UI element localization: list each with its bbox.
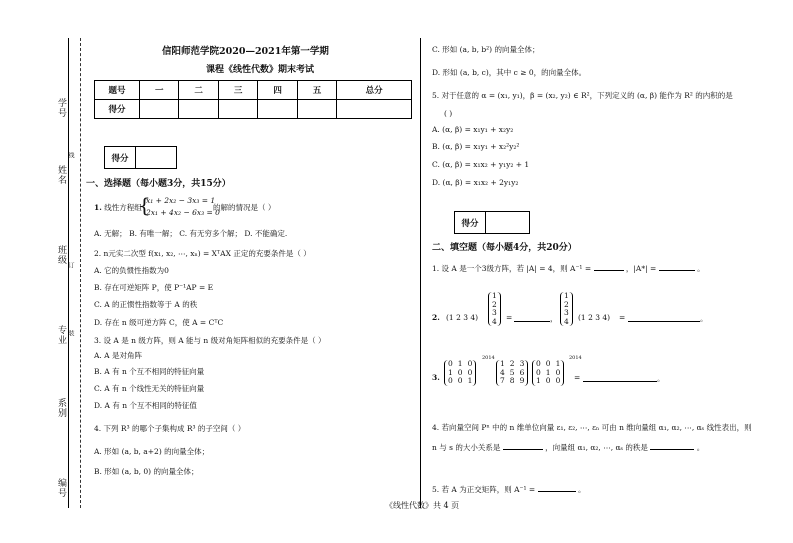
q5-text: 5. 对于任意的 α = (x₁, y₁)，β = (x₂, y₂) ∈ R²，下列定义的 (α, β) 能作为 R² 的内积的是 [432,91,733,100]
matrix-entry: 1 [536,376,541,385]
fill-q1-end: 。 [697,264,705,273]
matrix-entry: 7 [500,376,505,385]
fill-q5-pre: 5. 若 A 为正交矩阵，则 A⁻¹ = [432,485,536,494]
score-cell[interactable] [140,100,179,119]
student-id-label: 学号 [56,98,66,118]
q5-option-c: C. (α, β) = x₁x₂ + y₁y₂ + 1 [432,160,530,169]
matrix-entry: 8 [509,376,515,385]
fill-q2-num: 2. [432,313,440,322]
fill-q4-end: 。 [696,443,705,452]
matrix-entry: 0 [545,359,551,368]
fill-q2-rowvec2: (1 2 3 4) [578,313,611,322]
fill-q3-matrix3 [532,360,564,386]
score-table-score-row [95,100,412,119]
matrix-entry: 0 [467,359,473,368]
q1-num: 1. [94,203,102,212]
matrix-entry: 0 [448,376,453,385]
fill-q2-colvec [488,292,501,326]
binding-mark-zhuang: 装 [67,330,74,337]
matrix-entry: 0 [448,359,453,368]
q1-eq2: 2x₁ + 4x₂ − 6x₃ = 0 [146,208,220,217]
q1-number [94,202,142,213]
section2-score-field[interactable] [486,212,529,233]
colvec-entry: 2 [564,299,569,309]
matrix-entry: 6 [519,367,525,377]
page-footer: 《线性代数》共 4 页 [385,501,460,510]
class-label: 班级 [56,245,66,265]
score-header-cell: 五 [297,81,336,100]
q3-option-c: C. A 有 n 个线性无关的特征向量 [94,384,205,393]
matrix-entry: 0 [555,376,561,385]
score-cell[interactable] [258,100,297,119]
fill-q4-blank2[interactable] [650,449,694,450]
fill-q2-eq2: = [619,313,626,322]
score-cell[interactable] [218,100,257,119]
q2-option-d: D. 存在 n 级可逆方阵 C，使 A = CᵀC [94,318,224,327]
q5-option-a: A. (α, β) = x₁y₁ + x₂y₂ [432,125,514,134]
q1-pre: 线性方程组 [104,203,142,212]
fill-q3-exponent1: 2014 [482,355,495,361]
colvec-entry: 2 [492,299,497,309]
section1-score-box [104,146,177,169]
q5-option-d: D. (α, β) = x₁x₂ + 2y₁y₂ [432,178,519,187]
q4-option-b: B. 形如 (a, b, 0) 的向量全体； [94,467,199,476]
matrix-entry: 0 [457,367,463,377]
fill-q2-blank2[interactable] [628,312,700,322]
matrix-entry: 0 [555,367,561,377]
q5-paren: ( ) [444,109,453,118]
fill-q4-line2 [432,442,704,453]
q3-option-b: B. A 有 n 个互不相同的特征向量 [94,367,205,376]
matrix-entry: 1 [545,367,551,377]
score-header-cell: 一 [140,81,179,100]
section2-score-label: 得分 [455,212,486,233]
fill-q1 [432,263,705,274]
course-title: 课程《线性代数》期末考试 [206,65,315,75]
fill-q1-blank2[interactable] [659,270,695,271]
score-header-cell: 二 [179,81,218,100]
major-label: 专业 [56,325,66,345]
fill-q3-blank[interactable] [583,372,657,382]
fill-q1-mid: ，|A*| = [625,264,657,273]
q1-post: 的解的情况是（ ） [213,203,276,212]
score-header-cell: 三 [218,81,257,100]
fill-q2-end: 。 [700,314,708,323]
section1-score-field[interactable] [136,147,176,168]
score-table [94,80,412,119]
fill-q4-line2a: n 与 s 的大小关系是 [432,443,501,452]
matrix-entry: 1 [467,376,473,385]
fill-q4-line2b: ，向量组 α₁, α₂, ⋯, αₛ 的秩是 [545,443,648,452]
fill-q2-colvec2 [560,292,573,326]
matrix-entry: 1 [448,367,453,377]
score-cell[interactable] [297,100,336,119]
matrix-entry: 0 [536,367,541,377]
name-label: 姓名 [56,165,66,185]
colvec-entry: 3 [564,308,569,317]
number-label: 编号 [56,478,66,498]
section2-score-box [454,211,530,234]
colvec-entry: 1 [492,291,497,300]
score-row-label: 得分 [95,100,140,119]
fill-q1-pre: 1. 设 A 是一个3级方阵，若 |A| = 4，则 A⁻¹ = [432,264,592,273]
fill-q3-matrix2 [496,360,528,386]
fill-q3-num: 3. [432,373,440,382]
matrix-entry: 1 [555,359,561,368]
q4-option-c: C. 形如 (a, b, b²) 的向量全体； [432,45,540,54]
q1-eq1: x₁ + 2x₂ − 3x₃ = 1 [146,196,216,205]
q3-option-a: A. A 是对角阵 [94,351,142,360]
fill-q2-rowvec: (1 2 3 4) [446,313,479,322]
matrix-entry: 0 [467,367,473,377]
department-label: 系别 [56,398,66,418]
matrix-entry: 3 [519,359,525,368]
q4-text: 4. 下列 R³ 的哪个子集构成 R³ 的子空间（ ） [94,424,246,433]
fill-q5-end: 。 [577,485,586,494]
margin-line-left [68,38,69,508]
binding-dashed-line [80,38,81,508]
q2-option-c: C. A 的正惯性指数等于 A 的秩 [94,300,198,309]
q2-option-a: A. 它的负惯性指数为0 [94,266,169,275]
fill-q3-matrix1 [444,360,476,386]
matrix-entry: 9 [519,376,525,385]
section1-score-label: 得分 [105,147,136,168]
q1-brace: { [138,193,151,217]
section2-title: 二、填空题（每小题4分，共20分） [432,243,577,253]
section1-title: 一、选择题（每小题3分，共15分） [86,179,231,189]
score-table-header-row [95,81,412,100]
colvec-entry: 1 [564,291,569,300]
fill-q3-eq: = [574,373,581,382]
fill-q1-blank1[interactable] [594,270,624,271]
score-header-cell: 题号 [95,81,140,100]
exam-title: 信阳师范学院2020—2021年第一学期 [162,46,329,57]
q3-text: 3. 设 A 是 n 级方阵，则 A 能与 n 级对角矩阵相似的充要条件是（ ） [94,336,326,345]
fill-q3-end: 。 [657,374,665,383]
binding-mark-xian: 线 [67,152,74,159]
colvec-entry: 3 [492,308,497,317]
q4-option-d: D. 形如 (a, b, c)，其中 c ≥ 0，的向量全体。 [432,68,587,77]
fill-q2-blank1[interactable] [514,312,550,322]
q3-option-d: D. A 有 n 个互不相同的特征值 [94,401,197,410]
matrix-entry: 2 [509,359,515,368]
colvec-entry: 4 [492,316,497,326]
fill-q4-line1: 4. 若向量空间 Pⁿ 中的 n 维单位向量 ε₁, ε₂, ⋯, εₙ 可由 n 维向量组 α₁, α₂, ⋯, αₛ 线性表出，则 [432,423,752,432]
score-header-cell: 四 [258,81,297,100]
q4-option-a: A. 形如 (a, b, a+2) 的向量全体； [94,447,210,456]
q5-option-b: B. (α, β) = x₁y₁ + x₂²y₂² [432,142,520,151]
score-cell[interactable] [337,100,412,119]
score-cell[interactable] [179,100,218,119]
colvec-entry: 4 [564,316,569,326]
fill-q2-mid: ， [550,314,558,323]
fill-q5 [432,484,585,495]
fill-q5-blank[interactable] [538,491,576,492]
q1-options: A. 无解； B. 有唯一解； C. 有无穷多个解； D. 不能确定. [94,229,288,238]
matrix-entry: 1 [457,359,463,368]
score-header-cell: 总分 [337,81,412,100]
q2-text: 2. n元实二次型 f(x₁, x₂, ⋯, xₙ) = XᵀAX 正定的充要条件是（ ） [94,249,311,258]
q2-option-b: B. 存在可逆矩阵 P，使 P⁻¹AP = E [94,283,214,292]
matrix-entry: 0 [536,359,541,368]
matrix-entry: 5 [509,367,515,377]
fill-q2-eq1: = [506,313,513,322]
fill-q3-exponent2: 2014 [569,355,582,361]
matrix-entry: 0 [545,376,551,385]
fill-q4-blank1[interactable] [503,449,543,450]
column-divider [420,38,421,508]
binding-mark-ding: 订 [67,262,74,269]
matrix-entry: 1 [500,359,505,368]
matrix-entry: 0 [457,376,463,385]
matrix-entry: 4 [500,367,505,377]
